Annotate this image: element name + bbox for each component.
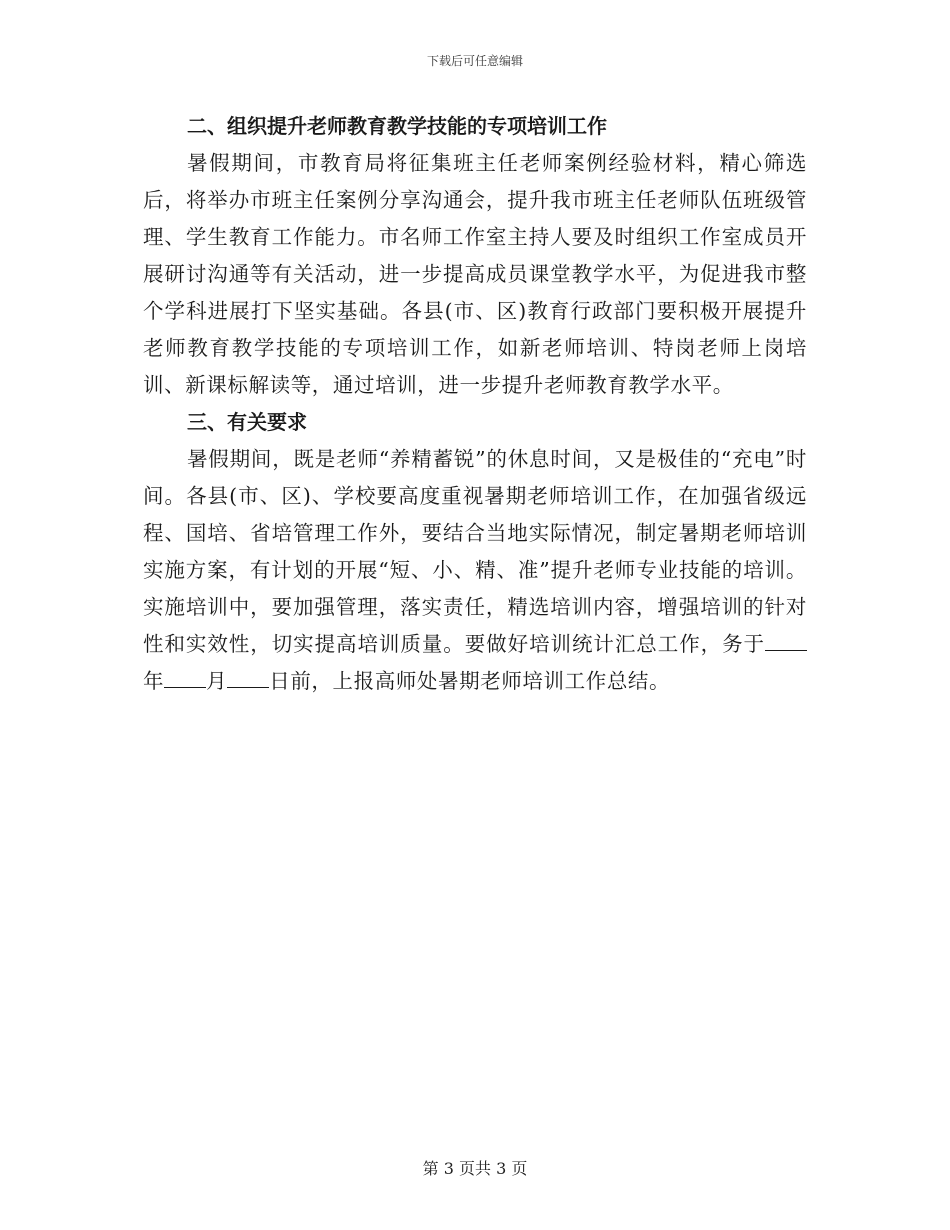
month-blank xyxy=(164,669,206,688)
month-label: 月 xyxy=(206,669,228,693)
year-blank xyxy=(765,632,807,651)
section-2-paragraph: 暑假期间，市教育局将征集班主任老师案例经验材料，精心筛选后，将举办市班主任案例分享沟通会，提升我市班主任老师队伍班级管理、学生教育工作能力。市名师工作室主持人要及时组织工作室成员开展研讨沟通等有关活动，进一步提高成员课堂教学水平，为促进我市整个学科进展打下坚实基础。各县(市、区)教育行政部门要积极开展提升老师教育教学技能的专项培训工作，如新老师培训、特岗老师上岗培训、新课标解读等，通过培训，进一步提升老师教育教学水平。 xyxy=(143,151,807,397)
section-2-title: 二、组织提升老师教育教学技能的专项培训工作 xyxy=(187,114,607,138)
section-3-paragraph xyxy=(143,441,807,700)
document-body xyxy=(143,108,807,700)
section-3-text: 暑假期间，既是老师“养精蓄锐”的休息时间，又是极佳的“充电”时间。各县(市、区)、学校要高度重视暑期老师培训工作，在加强省级远程、国培、省培管理工作外，要结合当地实际情况，制定暑期老师培训实施方案，有计划的开展“短、小、精、准”提升老师专业技能的培训。实施培训中，要加强管理，落实责任，精选培训内容，增强培训的针对性和实效性，切实提高培训质量。要做好培训统计汇总工作，务于 xyxy=(143,447,807,656)
page-footer: 第 3 页共 3 页 xyxy=(422,1159,528,1178)
day-blank xyxy=(227,669,269,688)
section-3-title: 三、有关要求 xyxy=(187,410,307,434)
header-note: 下载后可任意编辑 xyxy=(426,54,523,68)
year-label: 年 xyxy=(143,669,165,693)
day-label: 日前，上报高师处暑期老师培训工作总结。 xyxy=(269,669,671,693)
